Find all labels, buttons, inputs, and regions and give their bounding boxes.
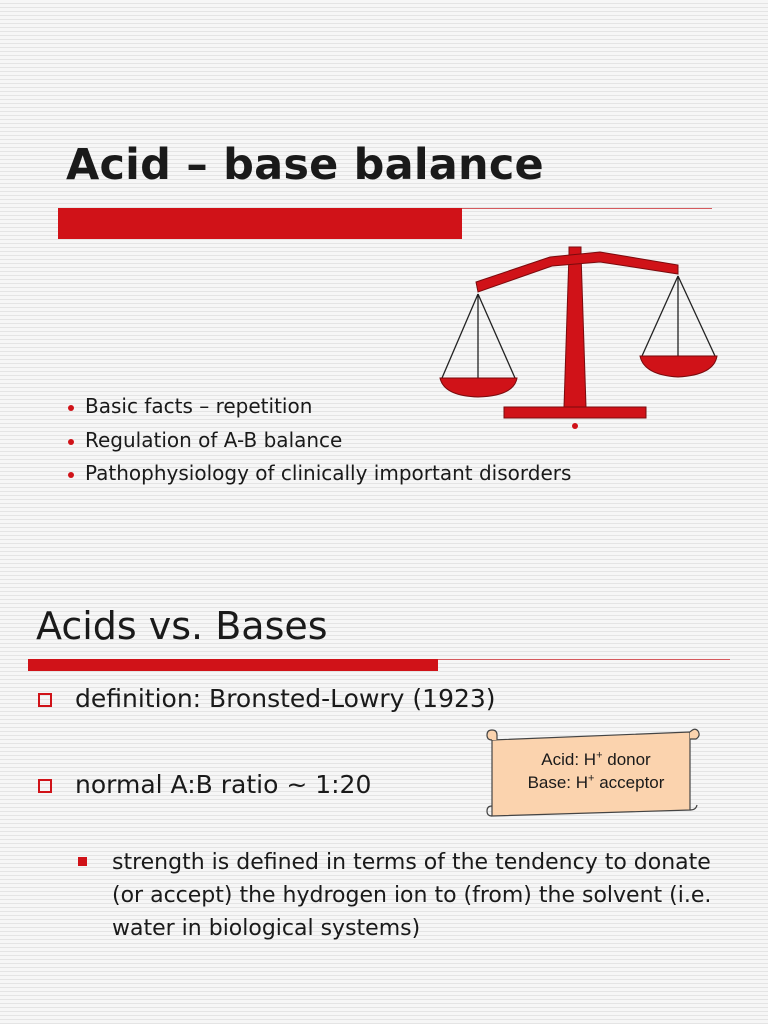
slide1-bullet-list <box>66 390 571 491</box>
bullet-dot-icon <box>68 405 74 411</box>
slide1-title: Acid – base balance <box>66 140 544 190</box>
acid-definition: Acid: H+ donor <box>541 749 651 769</box>
base-definition: Base: H+ acceptor <box>527 772 665 792</box>
title-underline-line <box>462 208 712 209</box>
bullet-dot-icon <box>68 439 74 445</box>
filled-square-bullet-icon <box>78 857 87 866</box>
bullet-item: Basic facts – repetition <box>66 390 571 424</box>
title-underline-bar <box>58 208 462 239</box>
hollow-square-bullet-icon <box>38 779 52 793</box>
bullet-item: Regulation of A-B balance <box>66 424 571 458</box>
definition-scroll-callout <box>486 726 702 818</box>
slide2-underline-line <box>438 659 730 660</box>
bullet-dot-icon <box>68 472 74 478</box>
slide2-underline-bar <box>28 659 438 671</box>
slide2-title: Acids vs. Bases <box>36 604 328 648</box>
hollow-square-bullet-icon <box>38 693 52 707</box>
scroll-callout-text <box>498 748 694 794</box>
bullet-item: Pathophysiology of clinically important disorders <box>66 457 571 491</box>
